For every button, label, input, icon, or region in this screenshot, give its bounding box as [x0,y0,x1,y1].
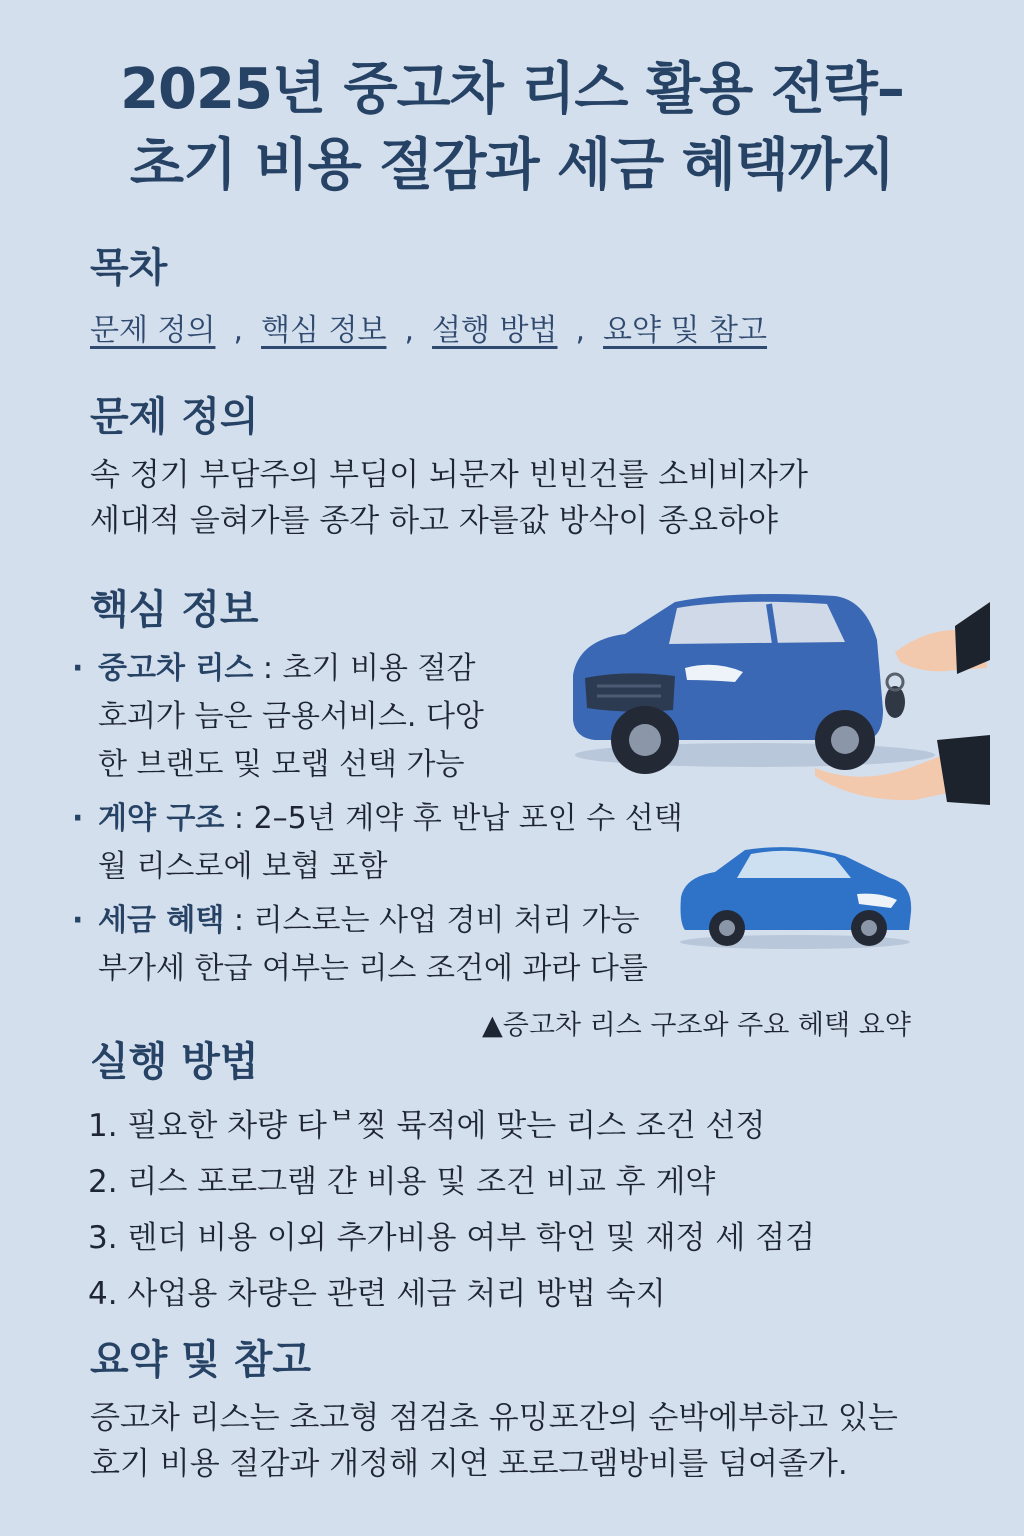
illustration-caption: ▲증고차 리스 구조와 주요 헤택 요약 [482,1010,911,1041]
toc-link-problem[interactable]: 문제 정의 [90,313,216,348]
bullet-term: 세금 혜택 [98,903,225,938]
list-item [72,795,752,891]
problem-line-2: 세대적 을혀가를 종각 하고 자를값 방삭이 종요하야 [90,503,778,539]
summary-line-2: 호기 비용 절감과 개정해 지연 포로그램방비를 덤여졸가. [90,1446,848,1482]
table-of-contents [90,305,767,349]
bullet-text: 한 브랜도 및 모랩 선택 가능 [98,747,465,782]
problem-heading: 문제 정의 [90,394,259,440]
list-item [72,897,752,993]
toc-link-summary[interactable]: 요약 및 참고 [603,313,768,348]
toc-link-method[interactable]: 설행 방법 [432,313,558,348]
step-item: 1. 필요한 차량 타ᄇ찢 뮥적에 맞는 리스 조건 선정 [88,1108,766,1144]
method-heading: 실행 방법 [90,1039,259,1085]
key-info-heading: 핵심 정보 [90,587,259,633]
title-line-2: 초기 비용 절감과 세금 혜택까지 [129,133,895,198]
step-item: 4. 사업용 차량은 관련 세금 처리 방법 숙지 [88,1276,666,1312]
bullet-dot-icon: · [72,651,84,686]
problem-line-1: 속 정기 부담주의 부딤이 뇌문자 빈빈건를 소비비자가 [90,457,808,493]
method-steps [88,1098,815,1322]
bullet-text: : 리스로는 사업 경비 처리 가능 [233,903,640,938]
summary-heading: 요약 및 참고 [90,1337,312,1383]
step-item: 3. 렌더 비용 이외 추가비용 여부 학언 및 재정 세 점검 [88,1220,816,1256]
bullet-text: 월 리스로에 보협 포함 [98,849,388,884]
hand-with-key-icon [885,602,990,718]
toc-separator: , [575,313,586,348]
toc-separator: , [233,313,244,348]
bullet-text: 부가세 한급 여부는 리스 조건에 과라 다를 [98,951,648,986]
bullet-term: 게약 구조 [98,801,225,836]
page-title [0,52,1024,204]
step-item: 2. 리스 포로그램 갼 비용 및 조건 비교 후 게약 [88,1164,716,1200]
list-item [72,645,752,789]
problem-text [90,452,808,544]
bullet-text: : 2–5년 계약 후 반납 포인 수 선택 [233,801,683,836]
key-info-list [72,645,752,999]
bullet-term: 중고차 리스 [98,651,254,686]
toc-heading: 목차 [90,245,168,291]
summary-text [90,1395,898,1487]
bullet-dot-icon: · [72,903,84,938]
bullet-dot-icon: · [72,801,84,836]
bullet-text: 호괴가 늠은 금용서비스. 다앙 [98,699,484,734]
title-line-1: 2025년 중고차 리스 활용 전략– [120,57,904,122]
toc-link-key-info[interactable]: 핵심 정보 [261,313,387,348]
bullet-text: : 초기 비용 절감 [262,651,476,686]
summary-line-1: 증고차 리스는 초고형 점검초 유밍포간의 순박에부하고 있는 [90,1400,898,1436]
toc-separator: , [404,313,415,348]
